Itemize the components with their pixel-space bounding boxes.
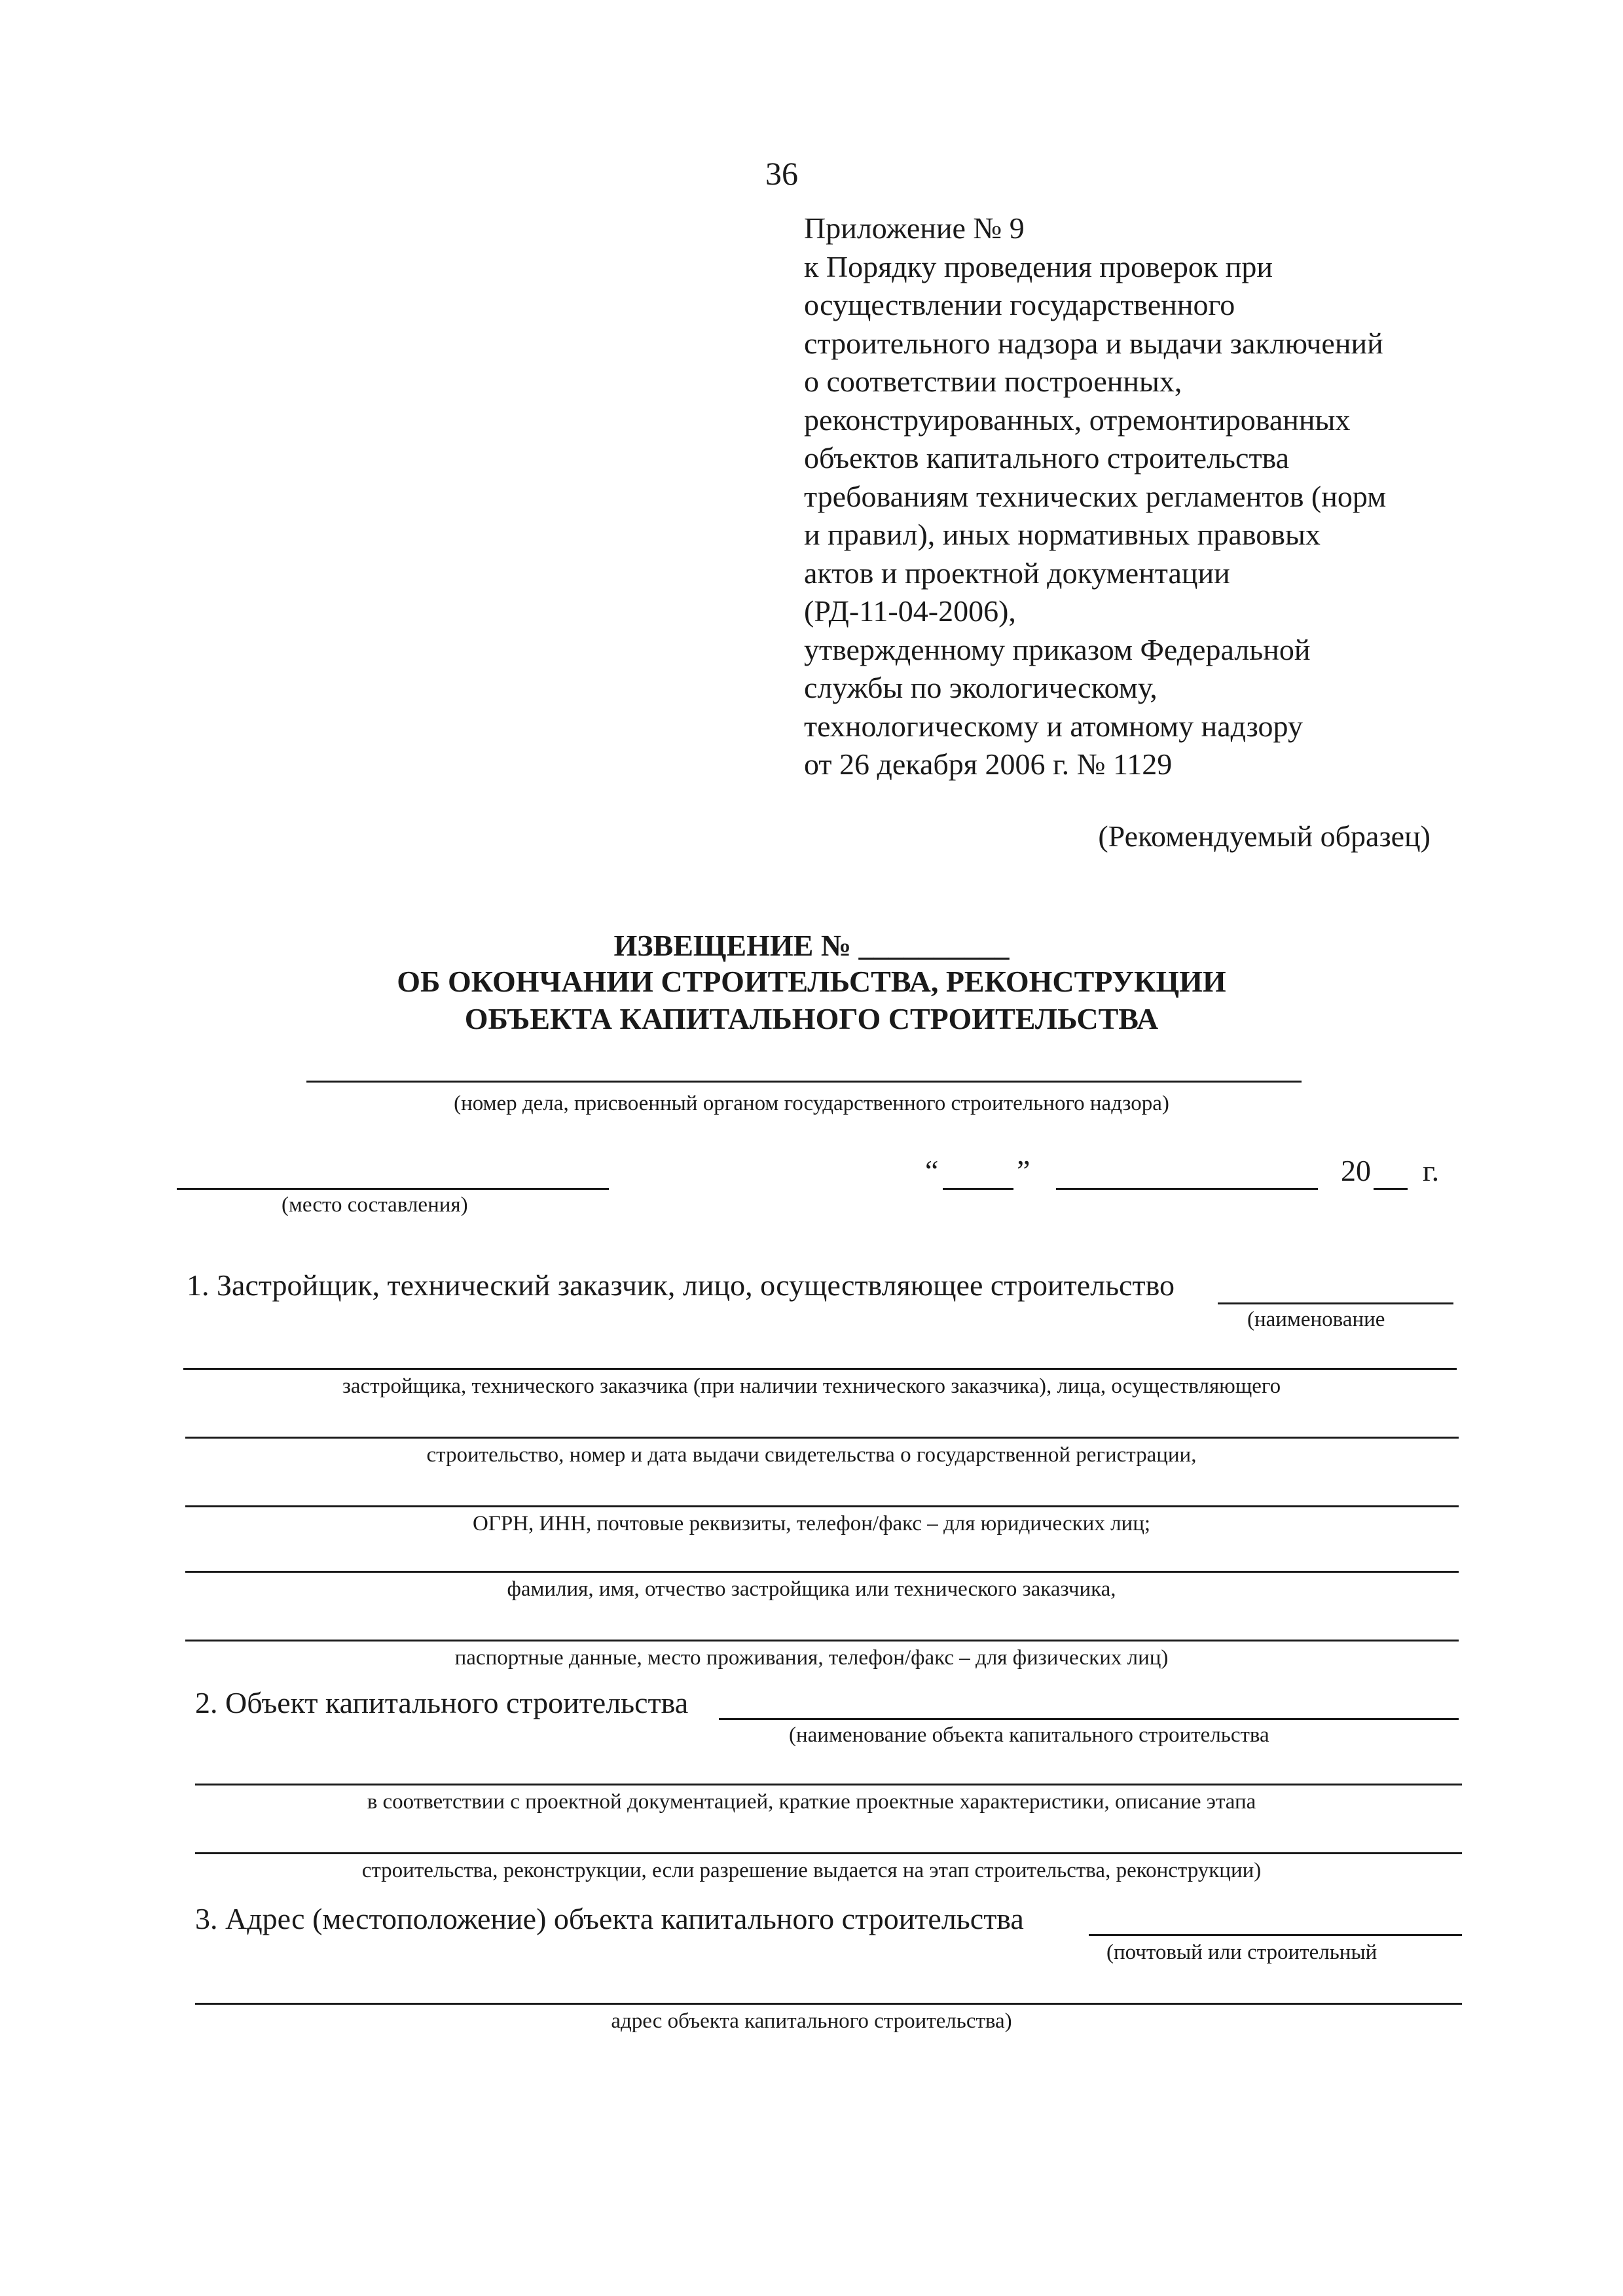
section1-hint-first: (наименование xyxy=(1247,1308,1385,1331)
section1-line[interactable] xyxy=(183,1368,1457,1370)
section1-line[interactable] xyxy=(185,1505,1459,1507)
section3-hint-first: (почтовый или строительный xyxy=(1106,1941,1377,1964)
section1-heading: 1. Застройщик, технический заказчик, лицо, осуществляющее строительство xyxy=(187,1268,1175,1302)
section1-hint: ОГРН, ИНН, почтовые реквизиты, телефон/факс – для юридических лиц; xyxy=(472,1512,1151,1535)
section2-inline-line[interactable] xyxy=(719,1718,1459,1720)
section3-line[interactable] xyxy=(195,2003,1462,2005)
section1-line[interactable] xyxy=(185,1571,1459,1573)
section3-hint: адрес объекта капитального строительства) xyxy=(611,2009,1012,2033)
section1-inline-line[interactable] xyxy=(1218,1302,1453,1304)
section1-hint: застройщика, технического заказчика (при наличии технического заказчика), лица, осуществляющего xyxy=(342,1374,1281,1398)
appendix-header xyxy=(804,209,1386,784)
case-number-hint: (номер дела, присвоенный органом государственного строительного надзора) xyxy=(454,1092,1169,1115)
appendix-line: технологическому и атомному надзору xyxy=(804,709,1303,743)
section2-heading: 2. Объект капитального строительства xyxy=(195,1686,689,1719)
section3-heading: 3. Адрес (местоположение) объекта капитального строительства xyxy=(195,1902,1024,1935)
appendix-line: актов и проектной документации xyxy=(804,556,1230,590)
date-day-line[interactable] xyxy=(943,1188,1013,1190)
date-year-suffix: г. xyxy=(1423,1154,1440,1187)
appendix-line: службы по экологическому, xyxy=(804,671,1158,704)
section2-line[interactable] xyxy=(195,1852,1462,1854)
section1-hint: паспортные данные, место проживания, телефон/факс – для физических лиц) xyxy=(454,1646,1169,1670)
date-year-prefix: 20 xyxy=(1341,1154,1371,1187)
section1-line[interactable] xyxy=(185,1437,1459,1439)
appendix-line: (РД-11-04-2006), xyxy=(804,594,1016,628)
appendix-line: к Порядку проведения проверок при xyxy=(804,249,1273,283)
section2-hint: в соответствии с проектной документацией, краткие проектные характеристики, описание этапа xyxy=(367,1790,1256,1814)
appendix-line: о соответствии построенных, xyxy=(804,365,1182,398)
section1-line[interactable] xyxy=(185,1640,1459,1641)
appendix-line: от 26 декабря 2006 г. № 1129 xyxy=(804,747,1173,781)
appendix-line: утвержденному приказом Федеральной xyxy=(804,632,1311,666)
section2-line[interactable] xyxy=(195,1784,1462,1785)
section2-hint: строительства, реконструкции, если разрешение выдается на этап строительства, реконструкции) xyxy=(361,1859,1262,1882)
date-close-quote: ” xyxy=(1017,1154,1030,1187)
document-title-line2: ОБ ОКОНЧАНИИ СТРОИТЕЛЬСТВА, РЕКОНСТРУКЦИИ xyxy=(397,965,1226,998)
section1-hint: строительство, номер и дата выдачи свидетельства о государственной регистрации, xyxy=(426,1443,1197,1467)
date-open-quote: “ xyxy=(925,1154,939,1187)
section3-inline-line[interactable] xyxy=(1089,1934,1462,1936)
page-number: 36 xyxy=(765,155,798,192)
appendix-line: строительного надзора и выдачи заключений xyxy=(804,326,1383,360)
date-month-line[interactable] xyxy=(1056,1188,1318,1190)
place-hint: (место составления) xyxy=(282,1193,468,1217)
appendix-line: объектов капитального строительства xyxy=(804,441,1290,475)
appendix-line: реконструированных, отремонтированных xyxy=(804,403,1351,437)
sample-label: (Рекомендуемый образец) xyxy=(1098,819,1431,853)
appendix-line: Приложение № 9 xyxy=(804,211,1025,245)
section1-hint: фамилия, имя, отчество застройщика или технического заказчика, xyxy=(507,1577,1116,1601)
appendix-line: требованиям технических регламентов (норм xyxy=(804,479,1387,513)
place-line[interactable] xyxy=(177,1188,609,1190)
appendix-line: осуществлении государственного xyxy=(804,288,1235,321)
document-title-line1: ИЗВЕЩЕНИЕ № __________ xyxy=(613,929,1010,962)
date-year-line[interactable] xyxy=(1374,1188,1408,1190)
section2-hint-first: (наименование объекта капитального строительства xyxy=(789,1723,1269,1747)
case-number-line[interactable] xyxy=(306,1081,1302,1083)
appendix-line: и правил), иных нормативных правовых xyxy=(804,518,1321,551)
document-title-line3: ОБЪЕКТА КАПИТАЛЬНОГО СТРОИТЕЛЬСТВА xyxy=(464,1002,1159,1035)
